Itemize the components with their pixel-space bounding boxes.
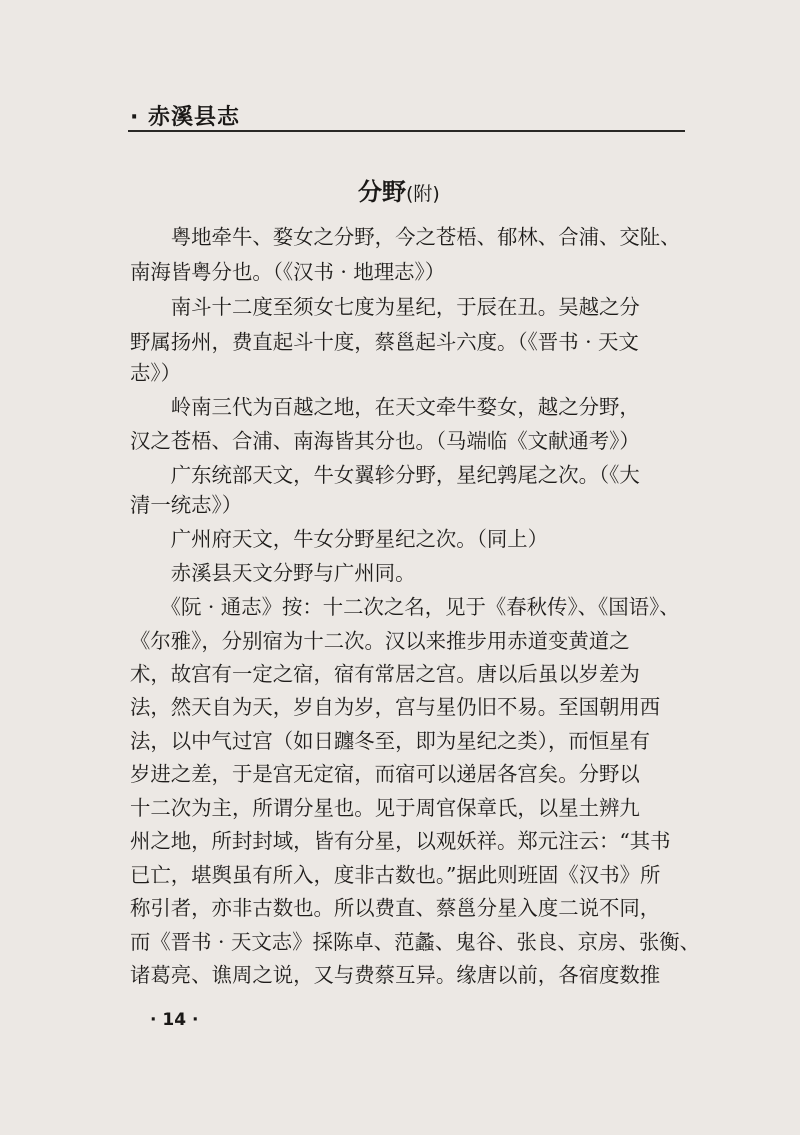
text-line: 志》） [130, 361, 181, 385]
text-line: 十二次为主，所谓分星也。见于周官保章氏，以星土辨九 [130, 796, 640, 820]
text-line: 诸葛亮、谯周之说，又与费蔡互异。缘唐以前，各宿度数推 [130, 963, 661, 987]
header-rule [128, 130, 685, 132]
text-line: 汉之苍梧、合浦、南海皆其分也。（马端临《文献通考》） [130, 429, 640, 453]
text-line: 称引者，亦非古数也。所以费直、蔡邕分星入度二说不同， [130, 896, 661, 920]
running-header: · 赤溪县志 [130, 105, 241, 130]
text-line: 南斗十二度至须女七度为星纪，于辰在丑。吴越之分 [130, 295, 640, 319]
page-number: · 14 · [150, 1010, 199, 1030]
text-line: 广州府天文，牛女分野星纪之次。（同上） [130, 527, 549, 551]
text-line: 岁进之差，于是宫无定宿，而宿可以递居各宫矣。分野以 [130, 762, 640, 786]
text-line: 野属扬州，费直起斗十度，蔡邕起斗六度。（《晋书 · 天文 [130, 330, 639, 354]
text-line: 粤地牵牛、婺女之分野，今之苍梧、郁林、合浦、交阯、 [130, 225, 681, 249]
text-line: 已亡，堪舆虽有所入，度非古数也。”据此则班固《汉书》所 [130, 863, 661, 887]
text-line: 法，然天自为天，岁自为岁，宫与星仍旧不易。至国朝用西 [130, 695, 661, 719]
section-title-text: 分野 [358, 178, 406, 206]
text-line: 清一统志》） [130, 493, 243, 517]
section-title [358, 172, 440, 207]
text-line: 法，以中气过宫（如日躔冬至，即为星纪之类），而恒星有 [130, 729, 650, 753]
text-line: 《尔雅》，分别宿为十二次。汉以来推步用赤道变黄道之 [130, 629, 630, 653]
text-line: 岭南三代为百越之地，在天文牵牛婺女，越之分野， [130, 395, 640, 419]
text-line: 而《晋书 · 天文志》採陈卓、范蠡、鬼谷、张良、京房、张衡、 [130, 930, 700, 954]
text-line: 赤溪县天文分野与广州同。 [130, 561, 416, 585]
text-line: 广东统部天文，牛女翼轸分野，星纪鹑尾之次。（《大 [130, 463, 640, 487]
text-line: 州之地，所封封域，皆有分星，以观妖祥。郑元注云：“其书 [130, 829, 671, 853]
section-title-suffix: (附) [406, 183, 440, 205]
text-line: 《阮 · 通志》按：十二次之名，见于《春秋传》、《国语》、 [130, 595, 680, 619]
text-line: 术，故宫有一定之宿，宿有常居之宫。唐以后虽以岁差为 [130, 662, 640, 686]
text-line: 南海皆粤分也。（《汉书 · 地理志》） [130, 260, 446, 284]
